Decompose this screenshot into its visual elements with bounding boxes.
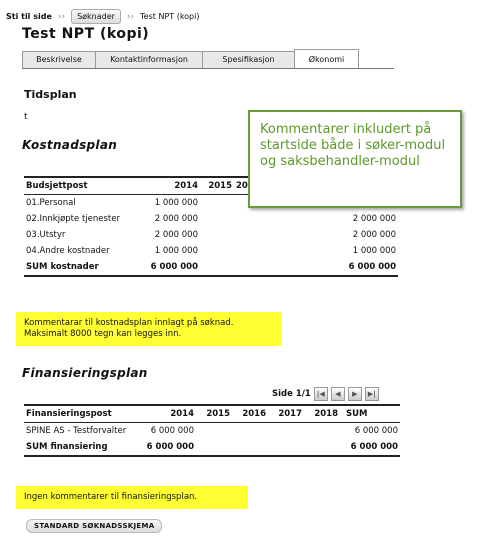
breadcrumb (6, 9, 199, 24)
previous-page-icon[interactable]: ◀ (331, 387, 345, 401)
cell-2014: 6 000 000 (146, 442, 194, 452)
column-header: 2014 (144, 405, 196, 423)
cell-post: SPINE AS - Testforvalter (26, 426, 127, 436)
tab-kontaktinformasjon[interactable]: Kontaktinformasjon (95, 51, 203, 69)
column-header: 2015 (196, 405, 232, 423)
tab-bar (22, 51, 358, 69)
breadcrumb-soknader-link[interactable]: Søknader (71, 9, 121, 24)
column-header: 2016 (232, 405, 268, 423)
tab-beskrivelse[interactable]: Beskrivelse (22, 51, 96, 69)
column-header: 2014 (144, 177, 200, 195)
cell-2014: 6 000 000 (150, 262, 198, 272)
table-header-row (24, 405, 400, 423)
breadcrumb-label: Sti til side (6, 12, 52, 21)
breadcrumb-separator-icon: ›› (126, 11, 135, 22)
cell-2014: 6 000 000 (150, 426, 194, 436)
cell-sum: 6 000 000 (350, 442, 398, 452)
tab-divider (22, 68, 394, 69)
cell-2014: 1 000 000 (154, 198, 198, 208)
last-page-icon[interactable]: ▶| (365, 387, 379, 401)
annotation-callout: Kommentarer inkludert på startside både i søker-modul og saksbehandler-modul (248, 110, 462, 208)
breadcrumb-current: Test NPT (kopi) (140, 12, 200, 21)
next-page-icon[interactable]: ▶ (348, 387, 362, 401)
cell-sum: 1 000 000 (352, 246, 396, 256)
column-header: 2017 (268, 405, 304, 423)
cell-sum: 2 000 000 (352, 214, 396, 224)
cell-sum: 6 000 000 (354, 426, 398, 436)
table-row (24, 423, 400, 440)
first-page-icon[interactable]: |◀ (314, 387, 328, 401)
table-row (24, 243, 398, 259)
page-title: Test NPT (kopi) (22, 26, 150, 42)
pager-label: Side 1/1 (272, 389, 311, 399)
cell-sum: 2 000 000 (352, 230, 396, 240)
table-total-row (24, 439, 400, 456)
finansieringsplan-table (24, 404, 400, 457)
cell-2014: 1 000 000 (154, 246, 198, 256)
cell-post: 04.Andre kostnader (26, 246, 110, 256)
finansieringsplan-heading: Finansieringsplan (22, 366, 148, 380)
tab-spesifikasjon[interactable]: Spesifikasjon (202, 51, 295, 69)
column-header: 20 (234, 177, 252, 195)
table-total-row (24, 259, 398, 276)
cell-post: SUM finansiering (26, 442, 108, 452)
kostnadsplan-heading: Kostnadsplan (22, 138, 118, 152)
column-header: SUM (340, 405, 400, 423)
column-header: Budsjettpost (24, 177, 144, 195)
table-row (24, 211, 398, 227)
tidsplan-heading: Tidsplan (24, 88, 77, 101)
table-row (24, 227, 398, 243)
column-header: 2018 (304, 405, 340, 423)
cell-post: 01.Personal (26, 198, 76, 208)
column-header: Finansieringspost (24, 405, 144, 423)
tab-okonomi[interactable]: Økonomi (294, 49, 359, 69)
cell-sum: 6 000 000 (348, 262, 396, 272)
cell-2014: 2 000 000 (154, 214, 198, 224)
standard-soknadsskjema-button[interactable]: STANDARD SØKNADSSKJEMA (26, 519, 162, 533)
cell-post: 03.Utstyr (26, 230, 66, 240)
cell-post: 02.Innkjøpte tjenester (26, 214, 120, 224)
breadcrumb-separator-icon: ›› (57, 11, 66, 22)
pager (272, 387, 379, 401)
cell-post: SUM kostnader (26, 262, 99, 272)
finansieringsplan-comment: Ingen kommentarer til finansieringsplan. (16, 486, 248, 509)
column-header: 2015 (200, 177, 234, 195)
tidsplan-value: t (24, 112, 28, 122)
kostnadsplan-comment: Kommentarar til kostnadsplan innlagt på søknad. Maksimalt 8000 tegn kan legges inn. (16, 312, 282, 346)
cell-2014: 2 000 000 (154, 230, 198, 240)
